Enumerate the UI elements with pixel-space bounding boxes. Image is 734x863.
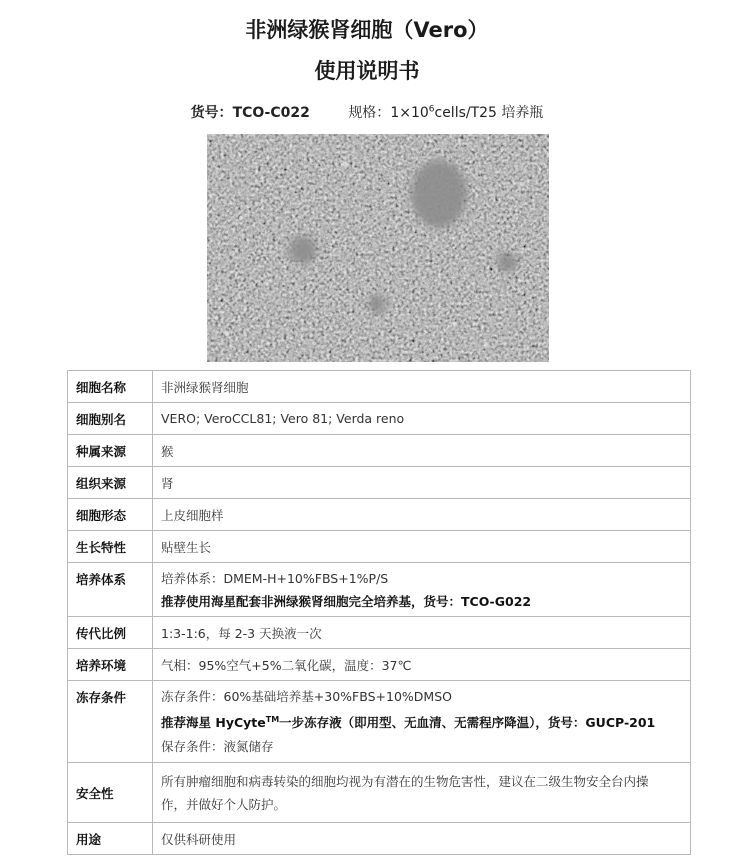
row-growth [68,531,691,563]
row-environment [68,649,691,681]
cell-micrograph [207,134,549,362]
cell-info-table [67,370,691,855]
safety-text-line2: 作，并做好个人防护。 [161,796,287,812]
safety-text-line1: 所有肿瘤细胞和病毒转染的细胞均视为有潜在的生物危害性，建议在二级生物安全台内操 [161,773,649,789]
row-passage [68,617,691,649]
label-usage: 用途 [68,823,153,855]
label-cell-alias: 细胞别名 [68,403,153,435]
spec-suffix: cells/T25 培养瓶 [434,105,544,121]
row-tissue [68,467,691,499]
document-subtitle: 使用说明书 [314,59,420,83]
row-freeze [68,681,691,763]
freeze-rec-post: 一步冻存液（即用型、无血清、无需程序降温），货号：GUCP-201 [279,715,656,731]
trademark-mark: TM [265,715,280,725]
freeze-recommendation [161,708,682,734]
label-passage: 传代比例 [68,617,153,649]
spec-label: 规格： [348,105,391,121]
catalog-number: TCO-C022 [232,105,310,121]
culture-medium: 培养体系：DMEM-H+10%FBS+1%P/S [161,570,389,586]
value-passage: 1:3-1:6，每 2-3 天换液一次 [153,617,691,649]
row-safety [68,763,691,823]
value-environment: 气相：95%空气+5%二氧化碳，温度：37℃ [153,649,691,681]
label-cell-name: 细胞名称 [68,371,153,403]
document-title: 非洲绿猴肾细胞（Vero） [245,18,489,42]
value-tissue: 肾 [153,467,691,499]
value-morphology: 上皮细胞样 [153,499,691,531]
label-environment: 培养环境 [68,649,153,681]
label-growth: 生长特性 [68,531,153,563]
product-meta [0,102,734,122]
row-culture [68,563,691,617]
value-species: 猴 [153,435,691,467]
culture-recommendation: 推荐使用海星配套非洲绿猴肾细胞完全培养基，货号：TCO-G022 [161,593,532,609]
row-morphology [68,499,691,531]
value-cell-name: 非洲绿猴肾细胞 [153,371,691,403]
label-freeze: 冻存条件 [68,681,153,763]
row-species [68,435,691,467]
value-growth: 贴壁生长 [153,531,691,563]
freeze-rec-pre: 推荐海星 HyCyte [161,715,266,731]
spec-exponent: 6 [428,104,435,115]
label-morphology: 细胞形态 [68,499,153,531]
value-cell-alias: VERO; VeroCCL81; Vero 81; Verda reno [153,403,691,435]
catalog-label: 货号： [190,105,233,121]
storage-condition: 保存条件：液氮储存 [161,738,274,754]
label-tissue: 组织来源 [68,467,153,499]
label-culture: 培养体系 [68,563,153,617]
label-species: 种属来源 [68,435,153,467]
row-usage [68,823,691,855]
row-cell-alias [68,403,691,435]
freeze-medium: 冻存条件：60%基础培养基+30%FBS+10%DMSO [161,689,452,705]
spec-prefix: 1×10 [390,105,429,121]
value-usage: 仅供科研使用 [153,823,691,855]
row-cell-name [68,371,691,403]
label-safety: 安全性 [68,763,153,823]
